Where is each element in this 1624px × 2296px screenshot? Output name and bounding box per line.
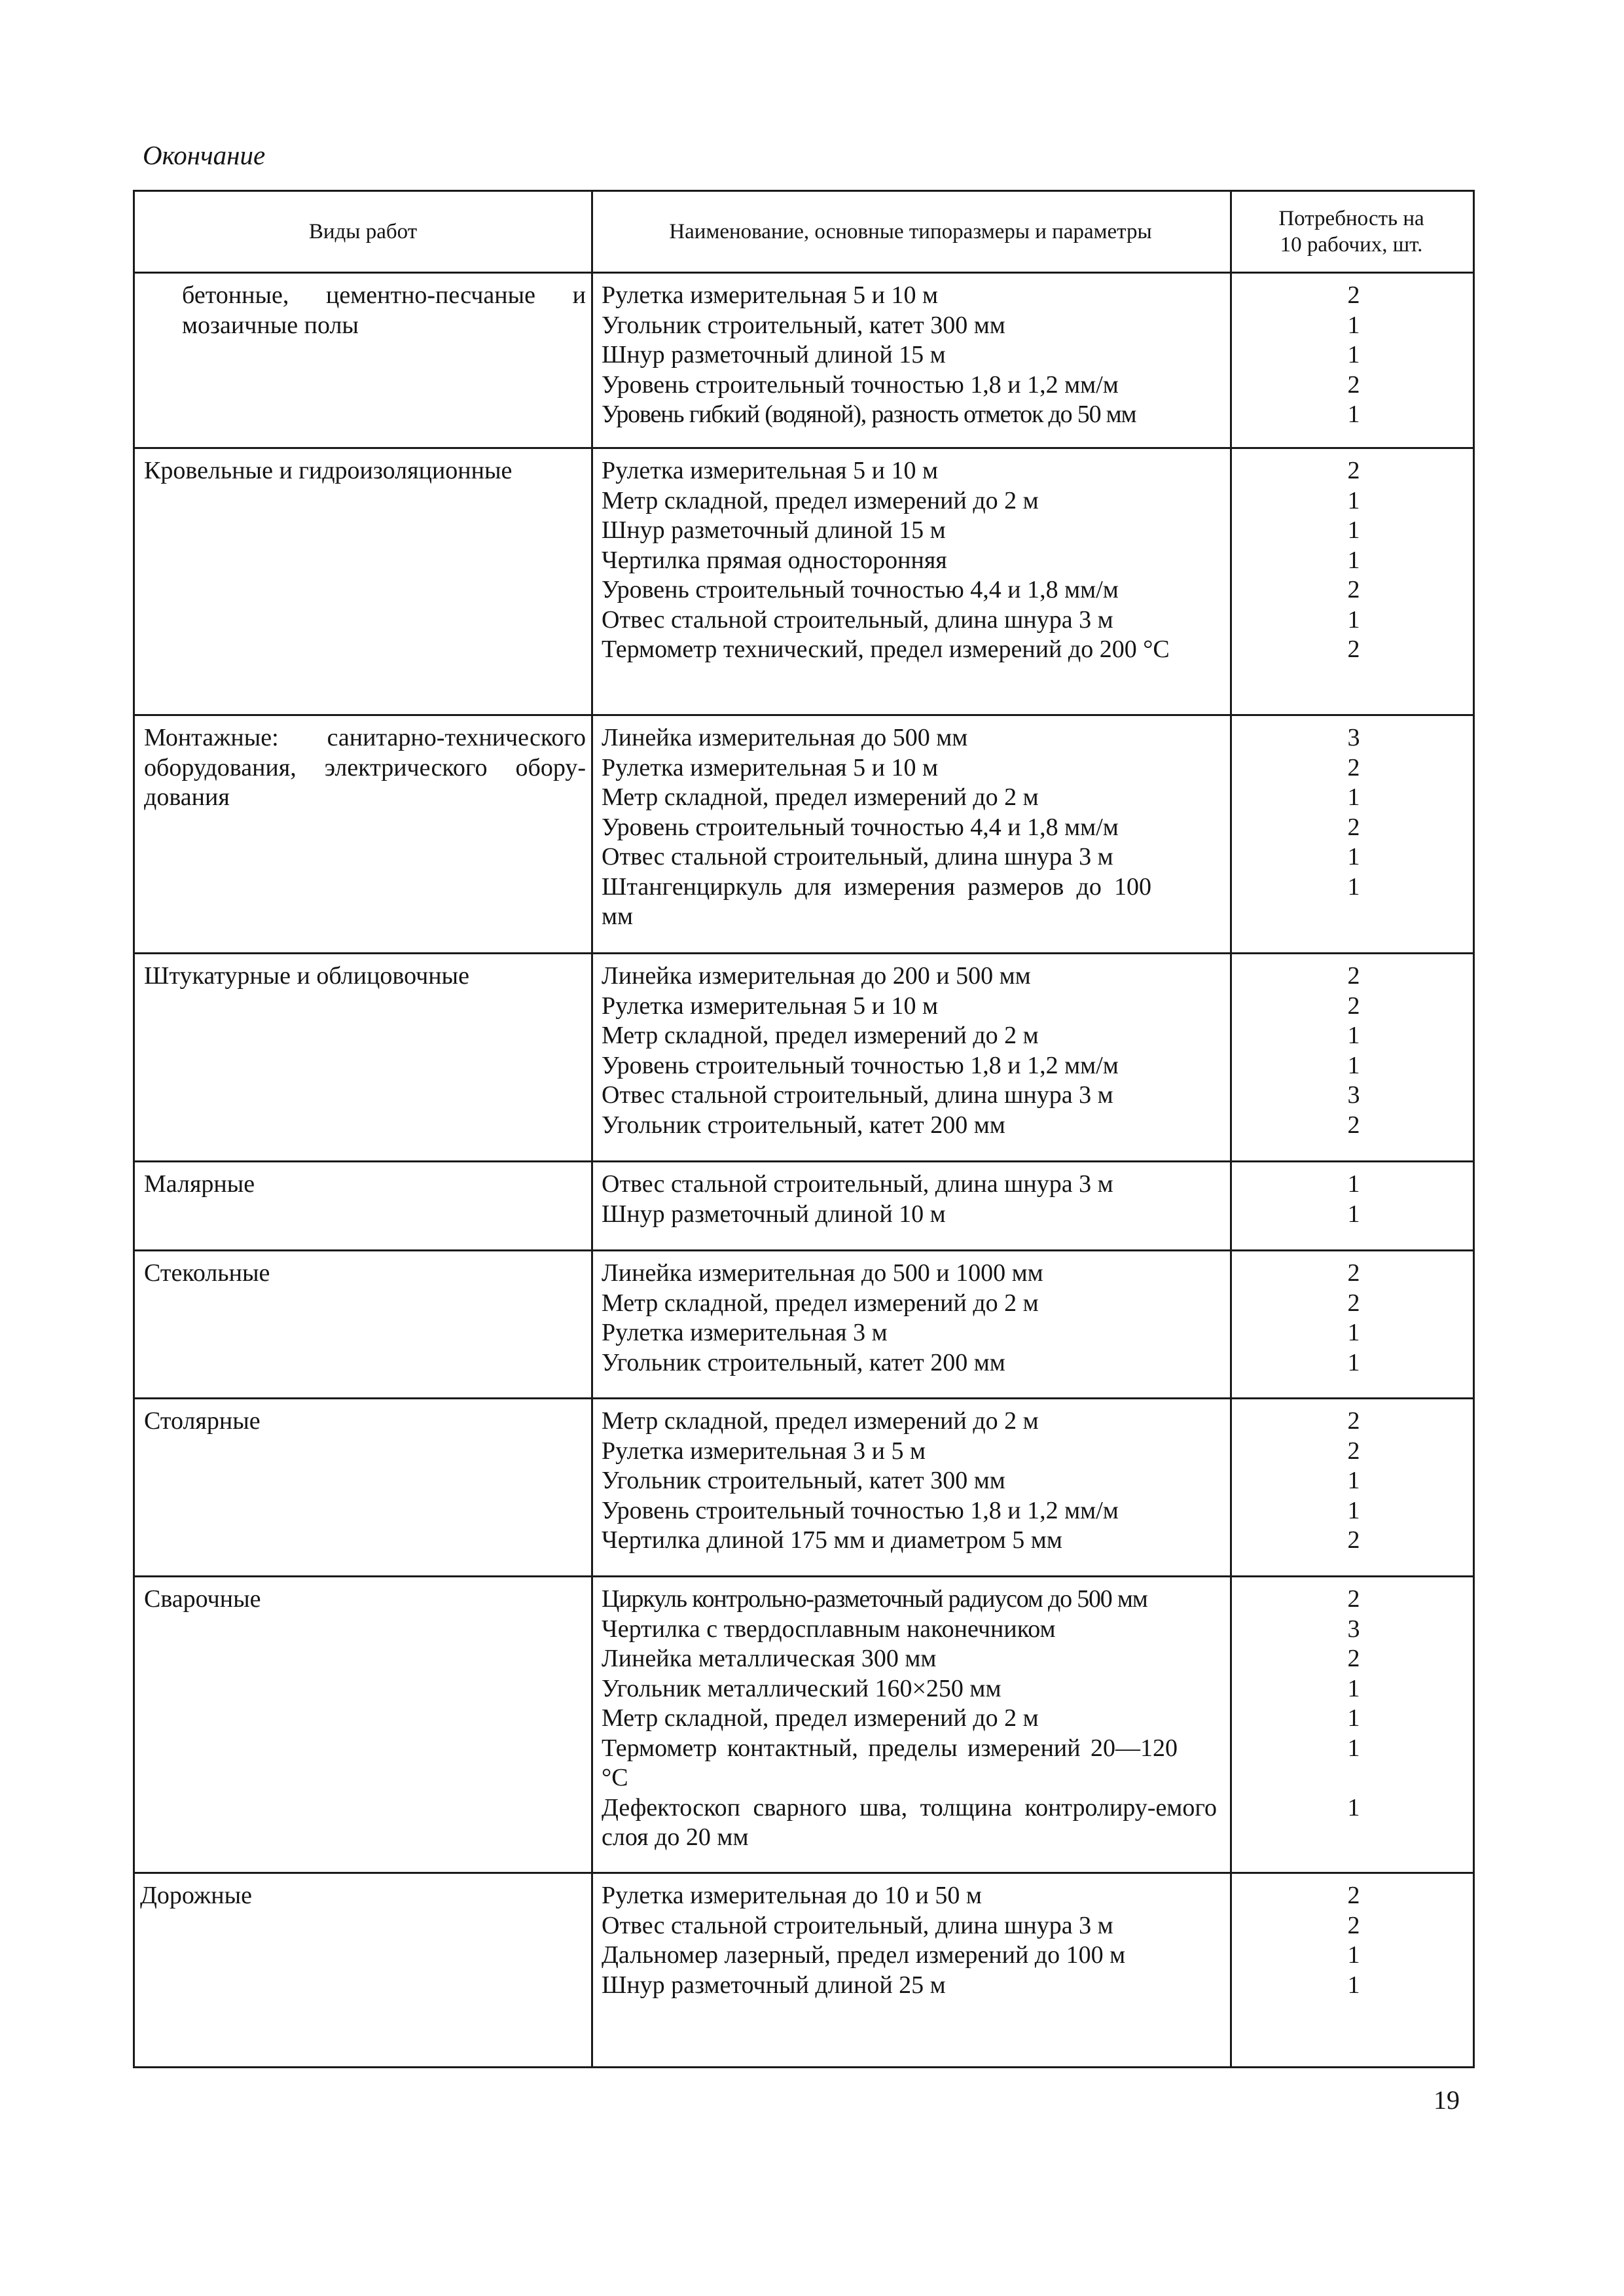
instrument-list	[602, 961, 1230, 1140]
instrument-item: Линейка металлическая 300 мм	[602, 1645, 937, 1672]
table-row-installation	[135, 714, 1473, 952]
instrument-item: Уровень строительный точностью 4,4 и 1,8 мм/м	[602, 576, 1119, 603]
instrument-item: Уровень строительный точностью 4,4 и 1,8 мм/м	[602, 813, 1119, 841]
quantity-value: 2	[1347, 962, 1360, 990]
instrument-item: Уровень строительный точностью 1,8 и 1,2 мм/м	[602, 1051, 1119, 1079]
instrument-item: Уровень строительный точностью 1,8 и 1,2 мм/м	[602, 1496, 1119, 1524]
instrument-item: Метр складной, предел измерений до 2 м	[602, 486, 1039, 514]
quantity-value: 2	[1347, 1882, 1360, 1909]
quantity-value: 2	[1347, 1526, 1360, 1554]
instrument-item: Шнур разметочный длиной 15 м	[602, 516, 946, 544]
quantity-value: 1	[1347, 783, 1360, 811]
quantity-list	[1235, 1259, 1473, 1378]
quantity-value: 1	[1347, 486, 1360, 514]
quantity-value: 1	[1347, 546, 1360, 574]
instrument-item: Отвес стальной строительный, длина шнура 3 м	[602, 605, 1113, 634]
quantity-value: 2	[1347, 457, 1360, 484]
instrument-item: Метр складной, предел измерений до 2 м	[602, 1289, 1039, 1317]
instrument-item: Термометр технический, предел измерений до 200 °С	[602, 636, 1170, 663]
quantity-value: 2	[1347, 636, 1360, 663]
instrument-item: Угольник строительный, катет 300 мм	[602, 311, 1005, 339]
quantity-value: 1	[1347, 1319, 1360, 1346]
instrument-item: Рулетка измерительная 5 и 10 м	[602, 457, 939, 484]
instrument-item: Отвес стальной строительный, длина шнура 3 м	[602, 1170, 1113, 1198]
quantity-value: 2	[1347, 813, 1360, 841]
work-type: Сварочные	[144, 1585, 261, 1613]
work-type: Монтажные: санитарно-технического оборудования, электрического обору-дования	[144, 724, 586, 811]
instrument-item: Чертилка прямая односторонняя	[602, 546, 947, 574]
instrument-item: Уровень строительный точностью 1,8 и 1,2 мм/м	[602, 370, 1119, 399]
quantity-list	[1235, 1585, 1473, 1823]
quantity-value: 1	[1347, 1971, 1360, 1999]
header-quantity: Потребность на 10 рабочих, шт.	[1278, 207, 1424, 257]
work-type: Кровельные и гидроизоляционные	[144, 457, 513, 484]
instrument-item: Угольник строительный, катет 200 мм	[602, 1348, 1005, 1376]
quantity-value: 2	[1347, 1645, 1360, 1672]
instrument-item: Рулетка измерительная до 10 и 50 м	[602, 1882, 982, 1909]
quantity-value: 2	[1347, 1585, 1360, 1613]
quantity-value: 1	[1347, 1496, 1360, 1524]
instrument-item: Угольник металлический 160×250 мм	[602, 1674, 1001, 1702]
instrument-item: Рулетка измерительная 5 и 10 м	[602, 753, 939, 781]
quantity-value: 2	[1347, 576, 1360, 603]
instrument-item: Чертилка с твердосплавным наконечником	[602, 1615, 1056, 1643]
quantity-value: 2	[1347, 753, 1360, 781]
quantity-value: 1	[1347, 1170, 1360, 1198]
quantity-value: 1	[1347, 1793, 1360, 1821]
table-row-carpentry	[135, 1397, 1473, 1575]
instrument-list	[602, 456, 1230, 665]
instrument-item: Угольник строительный, катет 200 мм	[602, 1111, 1005, 1139]
quantity-list	[1235, 961, 1473, 1140]
table-row-roofing	[135, 447, 1473, 714]
instrument-item: Линейка измерительная до 200 и 500 мм	[602, 962, 1031, 990]
instrument-list	[602, 1259, 1230, 1378]
quantity-value: 1	[1347, 341, 1360, 368]
table-row-painting	[135, 1160, 1473, 1249]
quantity-value: 2	[1347, 1407, 1360, 1435]
instrument-item: Дефектоскоп сварного шва, толщина контролиру-емого слоя до 20 мм	[602, 1793, 1217, 1851]
quantity-value: 1	[1347, 311, 1360, 339]
work-type: бетонные, цементно-песчаные и мозаичные полы	[182, 281, 586, 339]
table-caption: Окончание	[143, 140, 266, 170]
instrument-list	[602, 1170, 1230, 1229]
quantity-list	[1235, 281, 1473, 430]
instrument-item: Рулетка измерительная 3 и 5 м	[602, 1437, 926, 1465]
instrument-item: Линейка измерительная до 500 и 1000 мм	[602, 1259, 1043, 1287]
instrument-item: Дальномер лазерный, предел измерений до 100 м	[602, 1941, 1126, 1969]
instrument-item: Метр складной, предел измерений до 2 м	[602, 783, 1039, 811]
instrument-item: Рулетка измерительная 5 и 10 м	[602, 992, 939, 1020]
table-row-welding	[135, 1575, 1473, 1872]
instrument-list	[602, 1407, 1230, 1556]
quantity-value: 1	[1347, 401, 1360, 428]
quantity-value: 1	[1347, 1348, 1360, 1376]
header-work-types: Виды работ	[308, 220, 418, 243]
instrument-item: Метр складной, предел измерений до 2 м	[602, 1022, 1039, 1049]
instrument-item: Отвес стальной строительный, длина шнура 3 м	[602, 843, 1113, 870]
instrument-item: Рулетка измерительная 3 м	[602, 1319, 888, 1346]
work-type: Дорожные	[140, 1882, 252, 1909]
table-row-glazing	[135, 1249, 1473, 1397]
page-number: 19	[1434, 2085, 1460, 2115]
instrument-item: Метр складной, предел измерений до 2 м	[602, 1407, 1039, 1435]
quantity-value: 1	[1347, 1941, 1360, 1969]
instrument-item: Уровень гибкий (водяной), разность отметок до 50 мм	[602, 401, 1136, 428]
instrument-list	[602, 723, 1230, 932]
work-type: Штукатурные и облицовочные	[144, 962, 469, 990]
quantity-value: 1	[1347, 1734, 1360, 1762]
instrument-item: Шнур разметочный длиной 15 м	[602, 341, 946, 368]
instrument-list	[602, 1585, 1230, 1853]
work-type: Стекольные	[144, 1259, 270, 1287]
quantity-value: 2	[1347, 992, 1360, 1020]
instrument-item: Шнур разметочный длиной 10 м	[602, 1200, 946, 1228]
quantity-value: 2	[1347, 1111, 1360, 1139]
header-instruments: Наименование, основные типоразмеры и параметры	[669, 220, 1152, 243]
quantity-value: 2	[1347, 370, 1360, 399]
instruments-table	[133, 190, 1475, 2068]
quantity-list	[1235, 456, 1473, 665]
quantity-value: 1	[1347, 1704, 1360, 1732]
quantity-list	[1235, 1407, 1473, 1556]
quantity-value: 2	[1347, 1289, 1360, 1317]
quantity-list	[1235, 723, 1473, 902]
instrument-item: Отвес стальной строительный, длина шнура 3 м	[602, 1911, 1113, 1939]
quantity-value: 3	[1347, 1081, 1360, 1109]
instrument-list	[602, 1881, 1230, 2000]
quantity-value: 3	[1347, 1615, 1360, 1643]
instrument-item: Линейка измерительная до 500 мм	[602, 724, 968, 751]
table-row-plastering	[135, 952, 1473, 1160]
quantity-value: 2	[1347, 281, 1360, 309]
instrument-item: Термометр контактный, пределы измерений 20—120 °С	[602, 1734, 1178, 1791]
table-row-road	[135, 1872, 1473, 2066]
work-type: Малярные	[144, 1170, 255, 1198]
quantity-list	[1235, 1881, 1473, 2000]
quantity-value: 2	[1347, 1259, 1360, 1287]
instrument-item: Циркуль контрольно-разметочный радиусом до 500 мм	[602, 1585, 1147, 1613]
quantity-value: 3	[1347, 724, 1360, 751]
work-type: Столярные	[144, 1407, 261, 1435]
quantity-value: 2	[1347, 1911, 1360, 1939]
quantity-value: 2	[1347, 1437, 1360, 1465]
quantity-value: 1	[1347, 1051, 1360, 1079]
quantity-list	[1235, 1170, 1473, 1229]
quantity-value: 1	[1347, 516, 1360, 544]
instrument-item: Отвес стальной строительный, длина шнура 3 м	[602, 1081, 1113, 1109]
instrument-item: Чертилка длиной 175 мм и диаметром 5 мм	[602, 1526, 1062, 1554]
quantity-value: 1	[1347, 605, 1360, 634]
instrument-item: Рулетка измерительная 5 и 10 м	[602, 281, 939, 309]
instrument-item: Шнур разметочный длиной 25 м	[602, 1971, 946, 1999]
instrument-item: Штангенциркуль для измерения размеров до 100 мм	[602, 872, 1151, 930]
quantity-value: 1	[1347, 872, 1360, 901]
quantity-value: 1	[1347, 1200, 1360, 1228]
instrument-item: Метр складной, предел измерений до 2 м	[602, 1704, 1039, 1732]
quantity-value: 1	[1347, 843, 1360, 870]
quantity-value: 1	[1347, 1674, 1360, 1702]
quantity-value: 1	[1347, 1022, 1360, 1049]
instrument-list	[602, 281, 1230, 430]
quantity-value: 1	[1347, 1467, 1360, 1494]
instrument-item: Угольник строительный, катет 300 мм	[602, 1467, 1005, 1494]
table-row-floors	[135, 272, 1473, 447]
